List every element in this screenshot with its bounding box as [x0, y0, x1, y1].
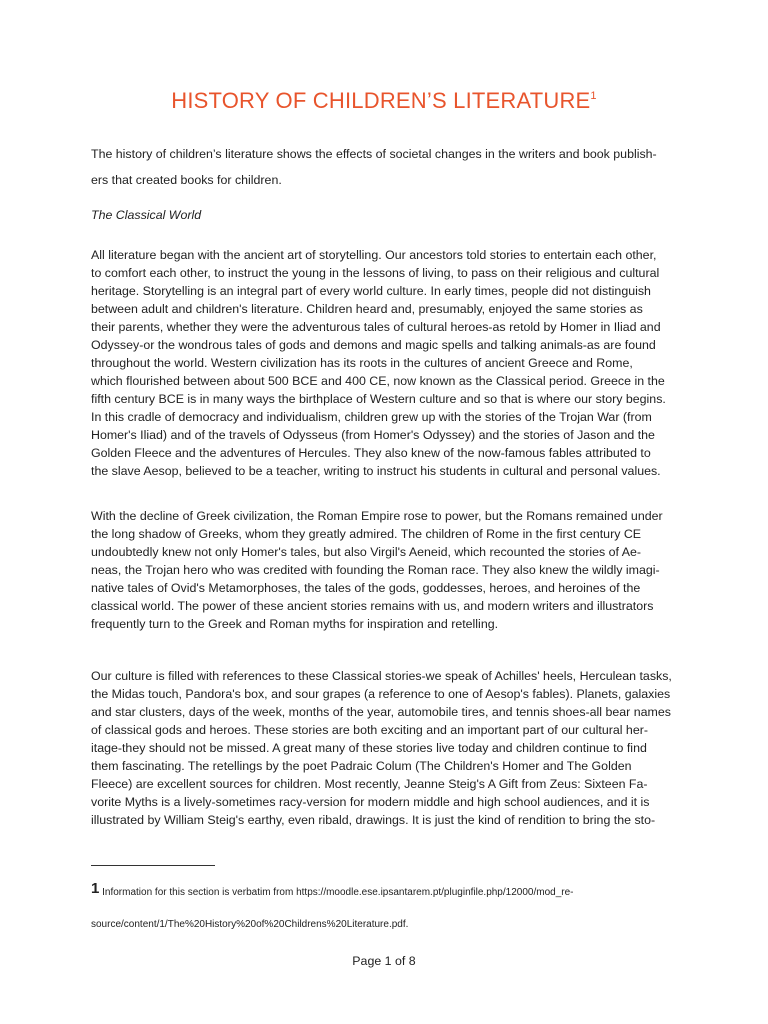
- paragraph-line: All literature began with the ancient art of storytelling. Our ancestors told stories to entertain each other,: [91, 248, 657, 262]
- document-title: [0, 88, 768, 114]
- paragraph-line: which flourished between about 500 BCE and 400 CE, now known as the Classical period. Greece in the: [91, 374, 665, 388]
- paragraph-line: the Midas touch, Pandora's box, and sour grapes (a reference to one of Aesop's fables). Planets, galaxies: [91, 687, 671, 701]
- paragraph-line: them fascinating. The retellings by the poet Padraic Colum (The Children's Homer and The Golden: [91, 759, 632, 773]
- title-footnote-ref[interactable]: 1: [590, 90, 597, 102]
- paragraph-line: native tales of Ovid's Metamorphoses, the tales of the gods, goddesses, heroes, and heroines of the: [91, 581, 641, 595]
- paragraph-line: vorite Myths is a lively-sometimes racy-version for modern middle and high school audiences, and it is: [91, 795, 650, 809]
- paragraph-line: frequently turn to the Greek and Roman myths for inspiration and retelling.: [91, 617, 499, 631]
- footnote: [91, 880, 691, 898]
- footnote-continuation[interactable]: source/content/1/The%20History%20of%20Childrens%20Literature.pdf.: [91, 919, 409, 930]
- paragraph-line: heritage. Storytelling is an integral part of every world culture. In early times, people did not distinguish: [91, 284, 651, 298]
- paragraph-line: throughout the world. Western civilization has its roots in the cultures of ancient Greece and Rome,: [91, 356, 633, 370]
- paragraph-line: classical world. The power of these ancient stories remains with us, and modern writers and illustrators: [91, 599, 654, 613]
- paragraph-line: Golden Fleece and the adventures of Hercules. They also knew of the now-famous fables attributed to: [91, 446, 651, 460]
- footnote-marker: 1: [91, 880, 100, 897]
- paragraph-line: In this cradle of democracy and individualism, children grew up with the stories of the Trojan War (from: [91, 410, 652, 424]
- paragraph-line: between adult and children's literature. Children heard and, presumably, enjoyed the same stories as: [91, 302, 643, 316]
- paragraph-line: to comfort each other, to instruct the young in the lessons of living, to pass on their religious and cultural: [91, 266, 660, 280]
- paragraph-line: of classical gods and heroes. These stories are both exciting and an important part of our cultural her-: [91, 723, 648, 737]
- paragraph-line: Odyssey-or the wondrous tales of gods and demons and magic spells and talking animals-as are found: [91, 338, 656, 352]
- paragraph-line: Homer's Iliad) and of the travels of Odysseus (from Homer's Odyssey) and the stories of Jason and the: [91, 428, 655, 442]
- intro-line: ers that created books for children.: [91, 173, 282, 187]
- paragraph-roman-empire: [91, 507, 681, 633]
- paragraph-line: the long shadow of Greeks, whom they greatly admired. The children of Rome in the first century CE: [91, 527, 642, 541]
- title-text: HISTORY OF CHILDREN’S LITERATURE: [171, 88, 591, 113]
- paragraph-line: With the decline of Greek civilization, the Roman Empire rose to power, but the Romans remained under: [91, 509, 663, 523]
- paragraph-line: itage-they should not be missed. A great many of these stories live today and children continue to find: [91, 741, 647, 755]
- paragraph-line: and star clusters, days of the week, months of the year, automobile tires, and tennis shoes-all bear names: [91, 705, 671, 719]
- paragraph-line: the slave Aesop, believed to be a teacher, writing to instruct his students in cultural and personal values.: [91, 464, 661, 478]
- paragraph-line: their parents, whether they were the adventurous tales of cultural heroes-as retold by Homer in Iliad and: [91, 320, 661, 334]
- intro-line: The history of children’s literature shows the effects of societal changes in the writers and book publish-: [91, 147, 657, 161]
- paragraph-line: undoubtedly knew not only Homer's tales, but also Virgil's Aeneid, which recounted the stories of Ae-: [91, 545, 642, 559]
- paragraph-line: Fleece) are excellent sources for children. Most recently, Jeanne Steig's A Gift from Zeus: Sixteen Fa-: [91, 777, 648, 791]
- paragraph-line: Our culture is filled with references to these Classical stories-we speak of Achilles' heels, Herculean tasks,: [91, 669, 672, 683]
- page-number: Page 1 of 8: [352, 954, 416, 968]
- paragraph-line: fifth century BCE is in many ways the birthplace of Western culture and so that is where our story begins.: [91, 392, 666, 406]
- paragraph-classical-references: [91, 667, 681, 829]
- paragraph-line: illustrated by William Steig's earthy, even ribald, drawings. It is just the kind of rendition to bring the sto-: [91, 813, 656, 827]
- paragraph-line: neas, the Trojan hero who was credited with founding the Roman race. They also knew the wildly imagi-: [91, 563, 660, 577]
- footnote-divider: [91, 865, 215, 866]
- section-heading: The Classical World: [91, 208, 202, 222]
- footnote-text[interactable]: Information for this section is verbatim from https://moodle.ese.ipsantarem.pt/pluginfile.php/12000/mod_re-: [102, 887, 574, 898]
- intro-paragraph: [91, 141, 681, 193]
- paragraph-classical-world: [91, 246, 681, 480]
